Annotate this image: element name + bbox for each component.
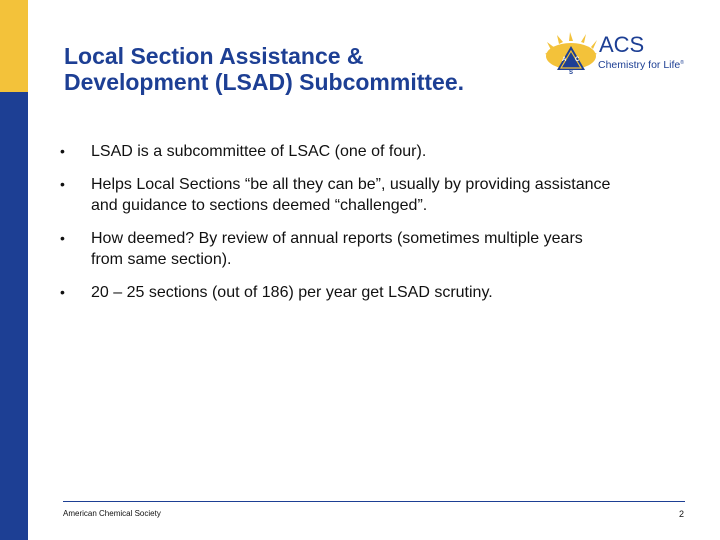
bullet-item [60,174,690,216]
seal-letter-s: S [569,70,574,76]
logo-registered-mark: ® [680,60,684,66]
bullet-marker: • [60,176,65,192]
side-accent-gold-bar [0,0,28,92]
side-accent-blue-bar [0,92,28,540]
bullet-item [60,228,690,270]
logo-tagline-text: Chemistry for Life [598,59,681,71]
footer-organization: American Chemical Society [63,509,161,518]
bullet-text-line1: Helps Local Sections “be all they can be”, usually by providing assistance [91,176,611,193]
bullet-item [60,141,690,162]
seal-letter-c: C [575,57,580,63]
seal-letter-a: A [562,57,567,63]
bullet-marker: • [60,143,65,159]
slide-title [64,43,534,95]
logo-tagline [598,59,684,71]
page-number: 2 [678,509,684,519]
logo-name: ACS [599,32,645,57]
slide-title-line1: Local Section Assistance & [64,43,364,69]
bullet-text-line2: and guidance to sections deemed “challenged”. [91,197,428,214]
footer-divider [63,501,685,502]
acs-seal-icon [545,32,597,76]
bullet-marker: • [60,230,65,246]
bullet-list [60,141,690,315]
bullet-text-line1: LSAD is a subcommittee of LSAC (one of four). [91,143,427,160]
bullet-item [60,282,690,303]
bullet-text-line1: 20 – 25 sections (out of 186) per year get LSAD scrutiny. [91,284,493,301]
bullet-text-line2: from same section). [91,251,232,268]
bullet-text-line1: How deemed? By review of annual reports (sometimes multiple years [91,230,583,247]
acs-logo [541,30,691,82]
slide-title-line2: Development (LSAD) Subcommittee. [64,69,464,95]
bullet-marker: • [60,284,65,300]
